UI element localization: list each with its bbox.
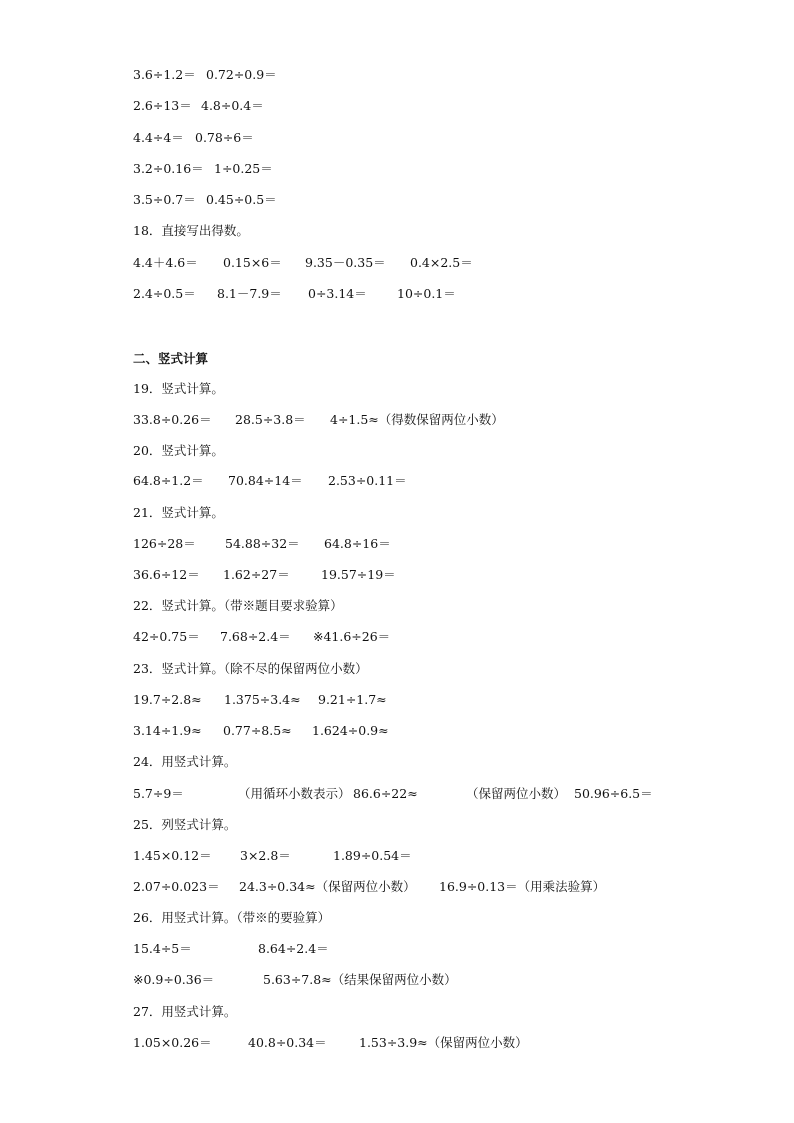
- problem-text: 64.8÷16＝: [324, 536, 391, 551]
- problem-text: 4÷1.5≈（得数保留两位小数）: [330, 412, 504, 427]
- problem-text: 24.3÷0.34≈（保留两位小数）: [239, 879, 416, 894]
- problem-text: 1.89÷0.54＝: [333, 848, 412, 863]
- problem-text: 2.4÷0.5＝: [133, 286, 196, 301]
- problem-text: 0.72÷0.9＝: [206, 67, 277, 82]
- problem-text: 19.57÷19＝: [321, 567, 396, 582]
- problem-text: 19.7÷2.8≈: [133, 692, 202, 707]
- problem-text: 0.15×6＝: [223, 255, 282, 270]
- problem-text: 28.5÷3.8＝: [235, 412, 306, 427]
- problem-text: 1.624÷0.9≈: [312, 723, 389, 738]
- problem-text: 9.21÷1.7≈: [318, 692, 387, 707]
- problem-text: 1.375÷3.4≈: [224, 692, 301, 707]
- problem-text: 36.6÷12＝: [133, 567, 200, 582]
- heading-text: 21．竖式计算。: [133, 505, 224, 520]
- problem-text: 0.77÷8.5≈: [223, 723, 292, 738]
- problem-text: 15.4÷5＝: [133, 941, 192, 956]
- problem-text: 2.53÷0.11＝: [328, 473, 407, 488]
- problem-text: 2.6÷13＝: [133, 98, 192, 113]
- heading-text: 24．用竖式计算。: [133, 754, 237, 769]
- problem-text: 0.45÷0.5＝: [206, 192, 277, 207]
- problem-text: 10÷0.1＝: [397, 286, 456, 301]
- problem-text: 1.62÷27＝: [223, 567, 290, 582]
- problem-text: 70.84÷14＝: [228, 473, 303, 488]
- heading-text: 20．竖式计算。: [133, 443, 224, 458]
- problem-text: 0.4×2.5＝: [410, 255, 473, 270]
- heading-text: 23．竖式计算。（除不尽的保留两位小数）: [133, 661, 368, 676]
- problem-text: 1.53÷3.9≈（保留两位小数）: [359, 1035, 528, 1050]
- problem-text: 54.88÷32＝: [225, 536, 300, 551]
- problem-text: 1÷0.25＝: [214, 161, 273, 176]
- problem-text: 0÷3.14＝: [308, 286, 367, 301]
- problem-text: 1.05×0.26＝: [133, 1035, 212, 1050]
- problem-text: 8.64÷2.4＝: [258, 941, 329, 956]
- heading-text: 二、竖式计算: [133, 351, 209, 366]
- problem-text: ※41.6÷26＝: [313, 629, 391, 644]
- problem-text: 126÷28＝: [133, 536, 196, 551]
- heading-text: 18．直接写出得数。: [133, 223, 249, 238]
- problem-text: 4.8÷0.4＝: [201, 98, 264, 113]
- problem-text: 64.8÷1.2＝: [133, 473, 204, 488]
- problem-text: 0.78÷6＝: [195, 130, 254, 145]
- problem-text: 4.4＋4.6＝: [133, 255, 198, 270]
- problem-text: （用循环小数表示）: [238, 786, 351, 801]
- problem-text: 3.5÷0.7＝: [133, 192, 196, 207]
- problem-text: 3×2.8＝: [240, 848, 291, 863]
- heading-text: 26．用竖式计算。（带※的要验算）: [133, 910, 331, 925]
- heading-text: 25．列竖式计算。: [133, 817, 237, 832]
- problem-text: 1.45×0.12＝: [133, 848, 212, 863]
- problem-text: 3.2÷0.16＝: [133, 161, 204, 176]
- problem-text: 16.9÷0.13＝（用乘法验算）: [439, 879, 606, 894]
- problem-text: 4.4÷4＝: [133, 130, 184, 145]
- problem-text: 33.8÷0.26＝: [133, 412, 212, 427]
- problem-text: 86.6÷22≈: [353, 786, 418, 801]
- problem-text: 3.6÷1.2＝: [133, 67, 196, 82]
- heading-text: 27．用竖式计算。: [133, 1004, 237, 1019]
- problem-text: 5.63÷7.8≈（结果保留两位小数）: [263, 972, 457, 987]
- problem-text: ※0.9÷0.36＝: [133, 972, 215, 987]
- problem-text: 50.96÷6.5＝: [574, 786, 653, 801]
- problem-text: 3.14÷1.9≈: [133, 723, 202, 738]
- problem-text: 8.1－7.9＝: [217, 286, 282, 301]
- problem-text: （保留两位小数）: [466, 786, 567, 801]
- problem-text: 5.7÷9＝: [133, 786, 184, 801]
- heading-text: 19．竖式计算。: [133, 381, 224, 396]
- problem-text: 9.35－0.35＝: [305, 255, 386, 270]
- problem-text: 42÷0.75＝: [133, 629, 200, 644]
- problem-text: 2.07÷0.023＝: [133, 879, 220, 894]
- problem-text: 40.8÷0.34＝: [248, 1035, 327, 1050]
- heading-text: 22．竖式计算。（带※题目要求验算）: [133, 598, 343, 613]
- problem-text: 7.68÷2.4＝: [220, 629, 291, 644]
